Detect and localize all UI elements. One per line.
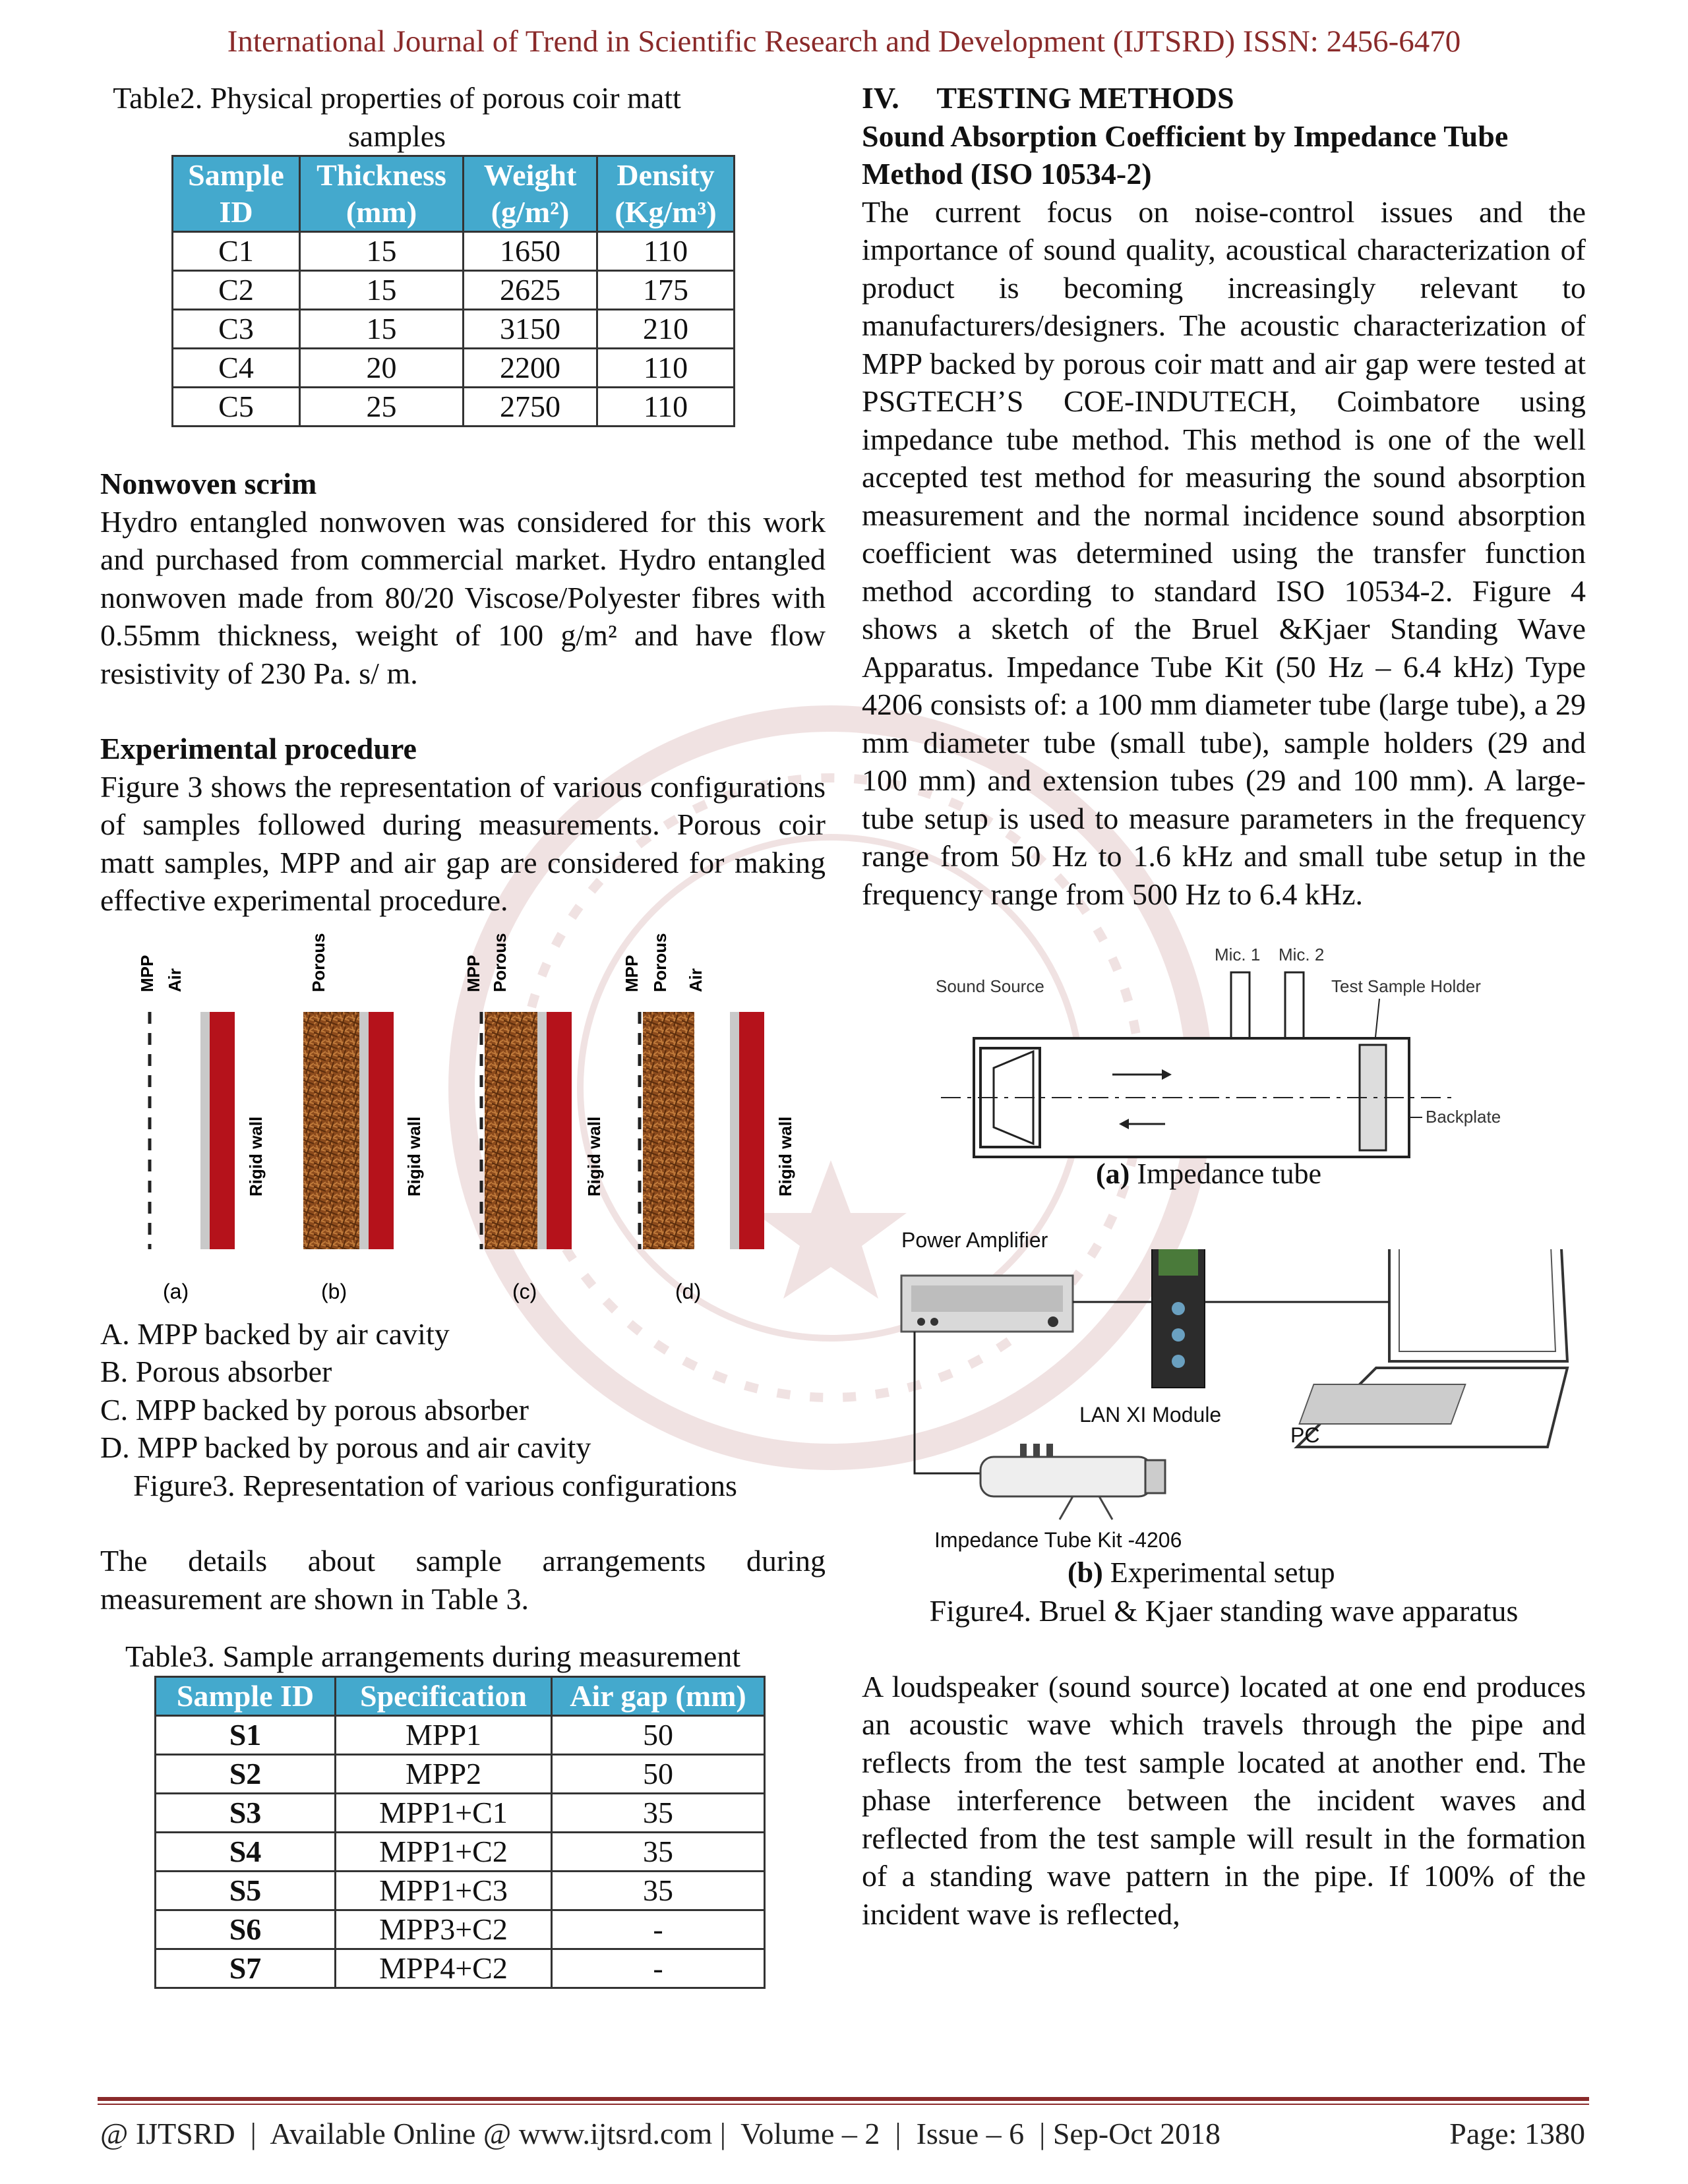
- gray-layer: [200, 1012, 210, 1249]
- table-row: [173, 388, 735, 427]
- fig3-label-rigid-wall: Rigid wall: [584, 1116, 604, 1196]
- table-cell: MPP1+C3: [336, 1871, 552, 1910]
- table-cell: 35: [552, 1793, 765, 1832]
- section-heading: IV. TESTING METHODS: [862, 81, 1234, 115]
- table-cell: 110: [597, 388, 735, 427]
- fig3-subfig-d: (d): [675, 1279, 702, 1303]
- table-cell: 35: [552, 1871, 765, 1910]
- table-cell: C2: [173, 271, 300, 310]
- table-cell: 50: [552, 1715, 765, 1754]
- table-cell: 2750: [464, 388, 597, 427]
- table-cell: 175: [597, 271, 735, 310]
- subsection-heading: Sound Absorption Coefficient by Impedance Tube Method (ISO 10534-2): [862, 119, 1509, 191]
- list-item: D. MPP backed by porous and air cavity: [100, 1431, 591, 1464]
- table2: [171, 155, 735, 427]
- table-cell: 1650: [464, 232, 597, 271]
- table-cell: 15: [300, 232, 464, 271]
- rigid-wall: [547, 1012, 572, 1249]
- right-column: [862, 79, 1586, 1933]
- details-paragraph: The details about sample arrangements during measurement are shown in Table 3.: [100, 1544, 826, 1616]
- table-row: [156, 1715, 765, 1754]
- lanxi-label: LAN XI Module: [1079, 1403, 1222, 1427]
- testing-paragraph: The current focus on noise-control issues and the importance of sound quality, acoustical characterization of product is becoming increasingly relevant to manufacturers/designers. The acoustic characterization of MPP backed by porous coir matt and air gap were tested at PSGTECH’S COE-INDUTECH, Coimbatore using impedance tube method. This method is one of the well accepted test method for measuring the sound absorption measurement and the normal incidence sound absorption coefficient was determined using the transfer function method according to standard ISO 10534-2. Figure 4 shows a sketch of the Bruel &Kjaer Standing Wave Apparatus. Impedance Tube Kit (50 Hz – 6.4 kHz) Type 4206 consists of: a 100 mm diameter tube (large tube), a 29 mm diameter tube (small tube), sample holders (29 and 100 mm) and extension tubes (29 and 100 mm). A large-tube setup is used to measure parameters in the frequency range from 50 Hz to 1.6 kHz and small tube setup in the frequency range from 500 Hz to 6.4 kHz.: [862, 194, 1586, 911]
- table-cell: 15: [300, 310, 464, 349]
- loudspeaker-paragraph: A loudspeaker (sound source) located at one end produces an acoustic wave which travels through the pipe and reflects from the test sample located at another end. The phase interference between the incident waves and reflected from the test sample will result in the formation of a standing wave pattern in the pipe. If 100% of the incident wave is reflected,: [862, 1669, 1586, 1931]
- impedance-tube-kit-icon: [980, 1457, 1152, 1496]
- footer-citation: @ IJTSRD | Available Online @ www.ijtsrd.com | Volume – 2 | Issue – 6 | Sep-Oct 2018: [100, 2117, 1221, 2150]
- fig3-subfig-a: (a): [163, 1279, 189, 1303]
- rigid-wall: [739, 1012, 764, 1249]
- table-cell: 2625: [464, 271, 597, 310]
- table-cell: S1: [156, 1715, 336, 1754]
- fig3-subfig-b: (b): [321, 1279, 347, 1303]
- footer-divider: [98, 2104, 1589, 2105]
- table-cell: C1: [173, 232, 300, 271]
- fig3-label-mpp: MPP: [464, 955, 483, 992]
- porous-layer: [485, 1012, 537, 1249]
- table-row: [156, 1910, 765, 1949]
- table-row: [156, 1949, 765, 1988]
- table-row: [156, 1754, 765, 1793]
- table-cell: MPP4+C2: [336, 1949, 552, 1988]
- table-row: [173, 349, 735, 388]
- fig3-subfig-c: (c): [512, 1279, 537, 1303]
- table-row: [156, 1793, 765, 1832]
- column-header: Sample ID: [173, 156, 300, 232]
- table-cell: MPP1+C2: [336, 1832, 552, 1871]
- gray-layer: [537, 1012, 547, 1249]
- impedance-tube-diagram: [862, 926, 1586, 1262]
- list-item: C. MPP backed by porous absorber: [100, 1392, 529, 1427]
- table-cell: MPP1+C1: [336, 1793, 552, 1832]
- tube-kit-label: Impedance Tube Kit -4206: [934, 1528, 1182, 1552]
- table-cell: C5: [173, 388, 300, 427]
- gray-layer: [359, 1012, 369, 1249]
- table-cell: S7: [156, 1949, 336, 1988]
- table-header-row: [156, 1676, 765, 1715]
- table-row: [173, 310, 735, 349]
- fig3-label-porous: Porous: [490, 932, 510, 992]
- rigid-wall: [369, 1012, 394, 1249]
- list-item: A. MPP backed by air cavity: [100, 1316, 450, 1351]
- table-row: [173, 232, 735, 271]
- table2-caption: Table2. Physical properties of porous coir matt samples: [113, 81, 681, 153]
- table-cell: 25: [300, 388, 464, 427]
- experimental-setup-diagram: [862, 1249, 1586, 1592]
- fig3-label-porous: Porous: [650, 932, 670, 992]
- table3: [154, 1676, 766, 1989]
- table-cell: 20: [300, 349, 464, 388]
- experimental-heading: Experimental procedure: [100, 732, 417, 765]
- table-cell: 15: [300, 271, 464, 310]
- column-header: Sample ID: [156, 1676, 336, 1715]
- fig3-label-rigid-wall: Rigid wall: [404, 1116, 424, 1196]
- experimental-paragraph: Figure 3 shows the representation of various configurations of samples followed during measurements. Porous coir matt samples, MPP and air gap are considered for making effective experimental procedure.: [100, 769, 826, 917]
- table-cell: 2200: [464, 349, 597, 388]
- table-cell: 50: [552, 1754, 765, 1793]
- table-cell: MPP3+C2: [336, 1910, 552, 1949]
- table-cell: MPP2: [336, 1754, 552, 1793]
- backplate-label: Backplate: [1426, 1107, 1501, 1127]
- column-header: Density (Kg/m³): [597, 156, 735, 232]
- table-cell: S3: [156, 1793, 336, 1832]
- table-cell: -: [552, 1910, 765, 1949]
- sample-holder-label: Test Sample Holder: [1331, 976, 1481, 996]
- figure3-legend-list: [100, 1315, 826, 1467]
- mic-icon: [1285, 972, 1304, 1038]
- rigid-wall: [210, 1012, 235, 1249]
- table-cell: S2: [156, 1754, 336, 1793]
- table-cell: 110: [597, 349, 735, 388]
- mic2-label: Mic. 2: [1279, 945, 1325, 964]
- column-header: Air gap (mm): [552, 1676, 765, 1715]
- table-row: [173, 271, 735, 310]
- fig4a-caption: (a) Impedance tube: [1096, 1158, 1322, 1190]
- table-cell: C3: [173, 310, 300, 349]
- table-cell: S6: [156, 1910, 336, 1949]
- table-cell: 110: [597, 232, 735, 271]
- fig3-label-rigid-wall: Rigid wall: [775, 1116, 795, 1196]
- porous-layer: [303, 1012, 359, 1249]
- table-cell: MPP1: [336, 1715, 552, 1754]
- fig3-label-air: Air: [165, 968, 185, 992]
- table-cell: C4: [173, 349, 300, 388]
- nonwoven-paragraph: Hydro entangled nonwoven was considered for this work and purchased from commercial market. Hydro entangled nonwoven made from 80/20 Viscose/Polyester fibres with 0.55mm thickness, weight of 100 g/m² and have flow resistivity of 230 Pa. s/ m.: [100, 504, 826, 690]
- fig3-label-rigid-wall: Rigid wall: [246, 1116, 266, 1196]
- table-cell: -: [552, 1949, 765, 1988]
- table-row: [156, 1871, 765, 1910]
- table-cell: 210: [597, 310, 735, 349]
- fig3-label-mpp: MPP: [622, 955, 642, 992]
- fig3-label-porous: Porous: [309, 932, 328, 992]
- page-number: Page: 1380: [1449, 2117, 1585, 2150]
- figure3-diagram: [100, 920, 826, 1315]
- porous-layer: [643, 1012, 694, 1249]
- nonwoven-heading: Nonwoven scrim: [100, 467, 317, 500]
- list-item: B. Porous absorber: [100, 1355, 332, 1388]
- gray-layer: [730, 1012, 739, 1249]
- column-header: Thickness (mm): [300, 156, 464, 232]
- column-header: Weight (g/m²): [464, 156, 597, 232]
- sound-source-label: Sound Source: [936, 976, 1044, 996]
- figure3-caption: Figure3. Representation of various configurations: [133, 1468, 737, 1502]
- table3-caption: Table3. Sample arrangements during measurement: [125, 1639, 741, 1673]
- mic1-label: Mic. 1: [1215, 945, 1261, 964]
- table-cell: 35: [552, 1832, 765, 1871]
- fig3-label-air: Air: [686, 968, 706, 992]
- fig3-label-mpp: MPP: [137, 955, 157, 992]
- table-row: [156, 1832, 765, 1871]
- left-column: [100, 79, 826, 1989]
- page-footer: [100, 2116, 1585, 2151]
- table-cell: S4: [156, 1832, 336, 1871]
- mic-icon: [1231, 972, 1250, 1038]
- table-cell: 3150: [464, 310, 597, 349]
- footer-divider: [98, 2097, 1589, 2101]
- column-header: Specification: [336, 1676, 552, 1715]
- table-cell: S5: [156, 1871, 336, 1910]
- pc-label: PC: [1290, 1423, 1320, 1447]
- fig4b-caption: (b) Experimental setup: [1068, 1556, 1335, 1589]
- table-header-row: [173, 156, 735, 232]
- figure4-caption: Figure4. Bruel & Kjaer standing wave apparatus: [929, 1594, 1519, 1628]
- journal-header: International Journal of Trend in Scientific Research and Development (IJTSRD) ISSN: 2456-6470: [227, 24, 1461, 59]
- power-amplifier-label: Power Amplifier: [901, 1228, 1048, 1252]
